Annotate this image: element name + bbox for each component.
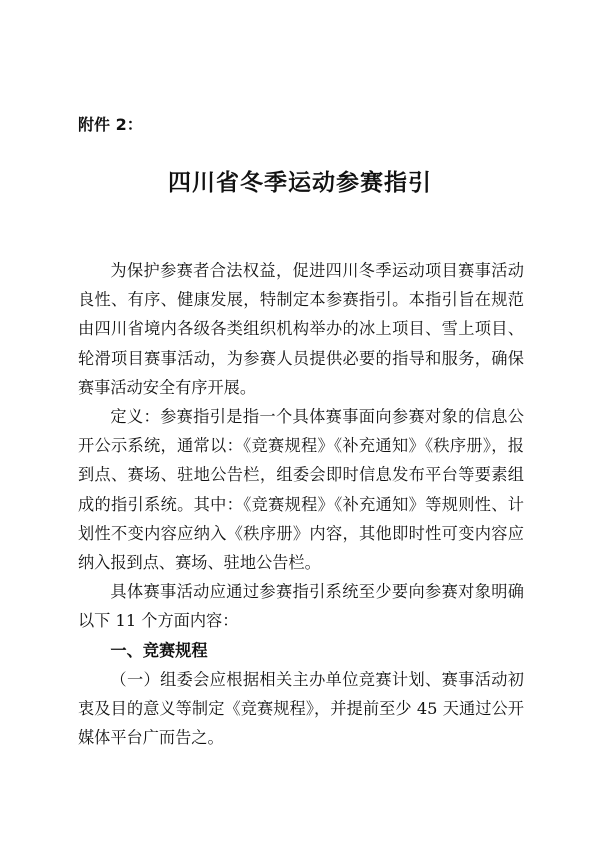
requirement-paragraph: 具体赛事活动应通过参赛指引系统至少要向参赛对象明确以下 11 个方面内容：: [78, 582, 524, 631]
section-item-paragraph: （一）组委会应根据相关主办单位竞赛计划、赛事活动初衷及目的意义等制定《竞赛规程》，并提前至少 45 天通过公开媒体平台广而告之。: [78, 669, 524, 748]
section-heading: 一、竞赛规程: [110, 640, 208, 660]
definition-paragraph: 定义：参赛指引是指一个具体赛事面向参赛对象的信息公开公示系统，通常以：《竞赛规程》《补充通知》《秩序册》，报到点、赛场、驻地公告栏，组委会即时信息发布平台等要素组成的指引系统。其中：《竞赛规程》《补充通知》等规则性、计划性不变内容应纳入《秩序册》内容，其他即时性可变内容应纳入报到点、赛场、驻地公告栏。: [78, 407, 524, 573]
attachment-label: 附件 2：: [78, 115, 143, 134]
page-title: 四川省冬季运动参赛指引: [168, 170, 432, 196]
document-body: [78, 256, 524, 752]
intro-paragraph: 为保护参赛者合法权益，促进四川冬季运动项目赛事活动良性、有序、健康发展，特制定本参赛指引。本指引旨在规范由四川省境内各级各类组织机构举办的冰上项目、雪上项目、轮滑项目赛事活动，为参赛人员提供必要的指导和服务，确保赛事活动安全有序开展。: [78, 261, 524, 397]
